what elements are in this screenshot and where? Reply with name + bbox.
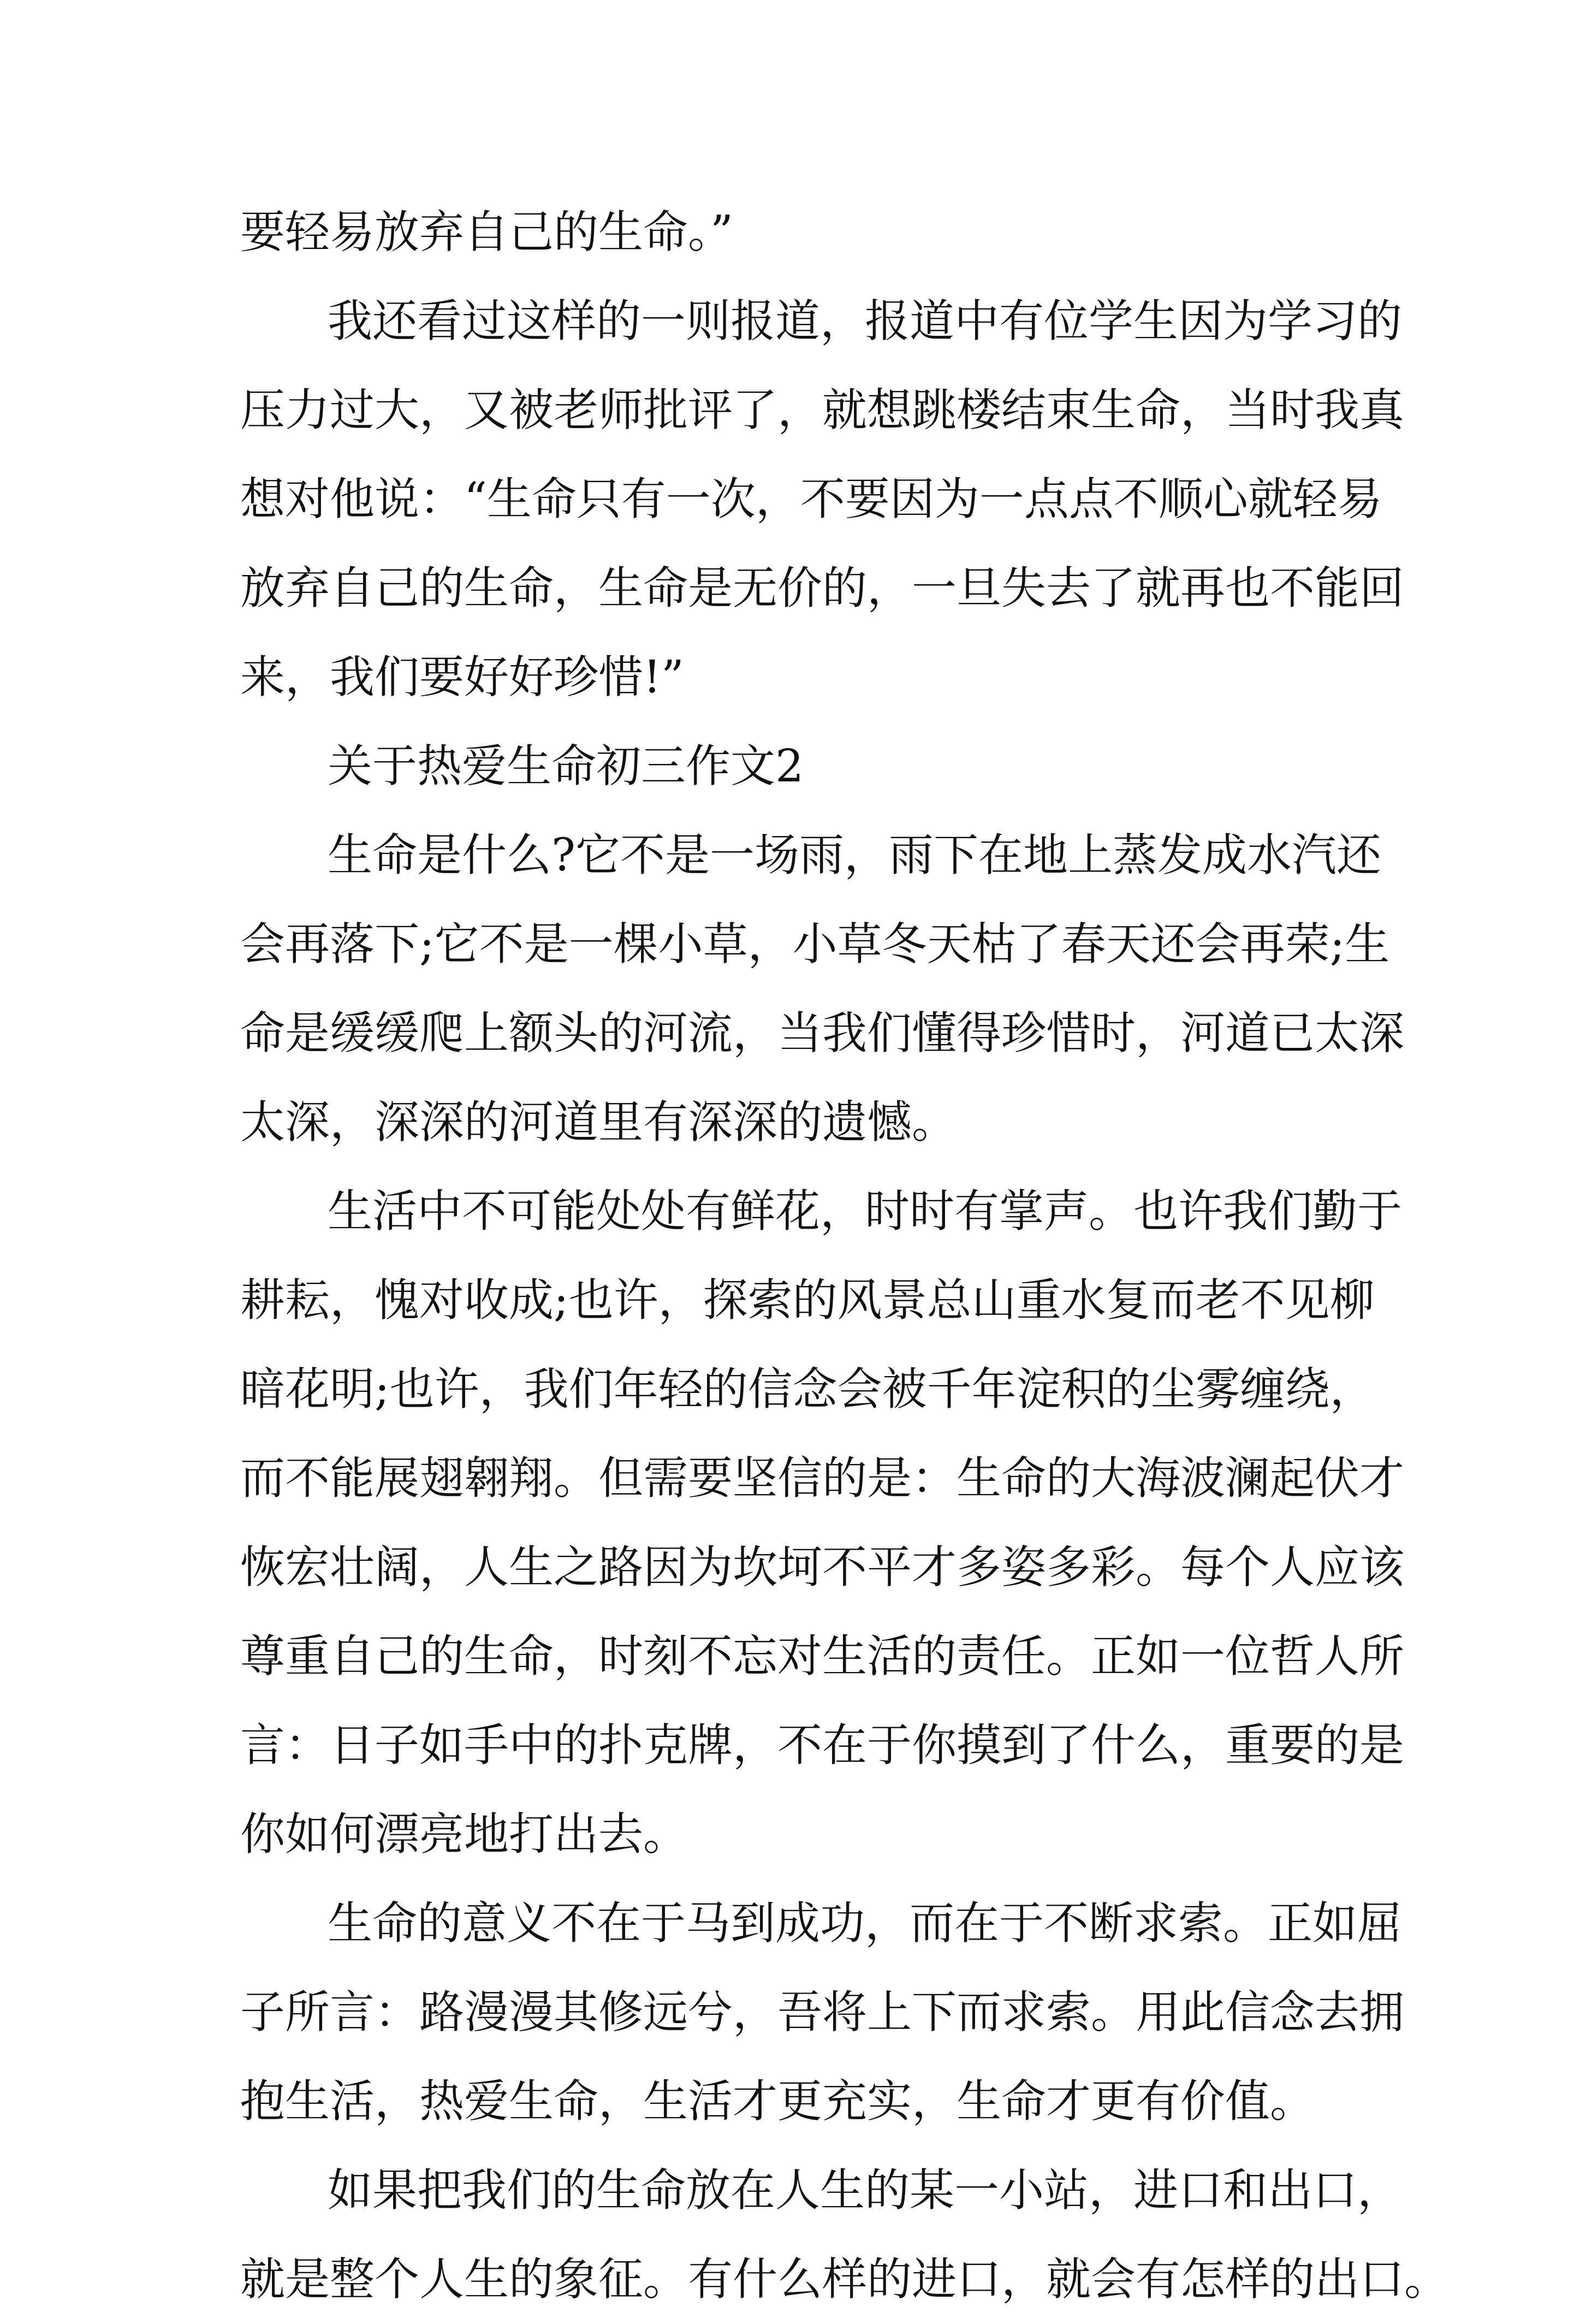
text-line: 生命的意义不在于马到成功，而在于不断求索。正如屈: [328, 1898, 1403, 1949]
text-line: 你如何漂亮地打出去。: [240, 1809, 688, 1860]
text-line: 就是整个人生的象征。有什么样的进口，就会有怎样的出口。: [240, 2254, 1450, 2305]
essay-body: [240, 188, 1450, 2324]
text-line: 想对他说：“生命只有一次，不要因为一点点不顺心就轻易: [240, 473, 1382, 525]
text-line: 如果把我们的生命放在人生的某一小站，进口和出口，: [328, 2165, 1403, 2216]
text-line: 恢宏壮阔，人生之路因为坎坷不平才多姿多彩。每个人应该: [240, 1542, 1405, 1593]
text-line: 言：日子如手中的扑克牌，不在于你摸到了什么，重要的是: [240, 1720, 1405, 1771]
text-line: 子所言：路漫漫其修远兮，吾将上下而求索。用此信念去拥: [240, 1987, 1405, 2038]
text-line: 而不能展翅翱翔。但需要坚信的是：生命的大海波澜起伏才: [240, 1452, 1405, 1504]
text-line: 暗花明;也许，我们年轻的信念会被千年淀积的尘雾缠绕，: [240, 1363, 1375, 1415]
section-heading: 关于热爱生命初三作文2: [328, 740, 804, 792]
text-line: 来，我们要好好珍惜!”: [240, 651, 684, 703]
text-line: 尊重自己的生命，时刻不忘对生活的责任。正如一位哲人所: [240, 1631, 1405, 1682]
text-line: 压力过大，又被老师批评了，就想跳楼结束生命，当时我真: [240, 384, 1405, 436]
text-line: 太深，深深的河道里有深深的遗憾。: [240, 1096, 957, 1148]
text-line: 抱生活，热爱生命，生活才更充实，生命才更有价值。: [240, 2076, 1315, 2127]
text-line: 生活中不可能处处有鲜花，时时有掌声。也许我们勤于: [328, 1185, 1403, 1237]
text-line: 耕耘，愧对收成;也许，探索的风景总山重水复而老不见柳: [240, 1274, 1375, 1326]
text-line: 我还看过这样的一则报道，报道中有位学生因为学习的: [328, 295, 1403, 347]
text-line: 命是缓缓爬上额头的河流，当我们懂得珍惜时，河道已太深: [240, 1007, 1405, 1059]
text-line: 生命是什么?它不是一场雨，雨下在地上蒸发成水汽还: [328, 829, 1381, 881]
text-line: 放弃自己的生命，生命是无价的，一旦失去了就再也不能回: [240, 562, 1405, 614]
text-line: 会再落下;它不是一棵小草，小草冬天枯了春天还会再荣;生: [240, 918, 1390, 970]
text-line: 要轻易放弃自己的生命。”: [240, 206, 733, 258]
